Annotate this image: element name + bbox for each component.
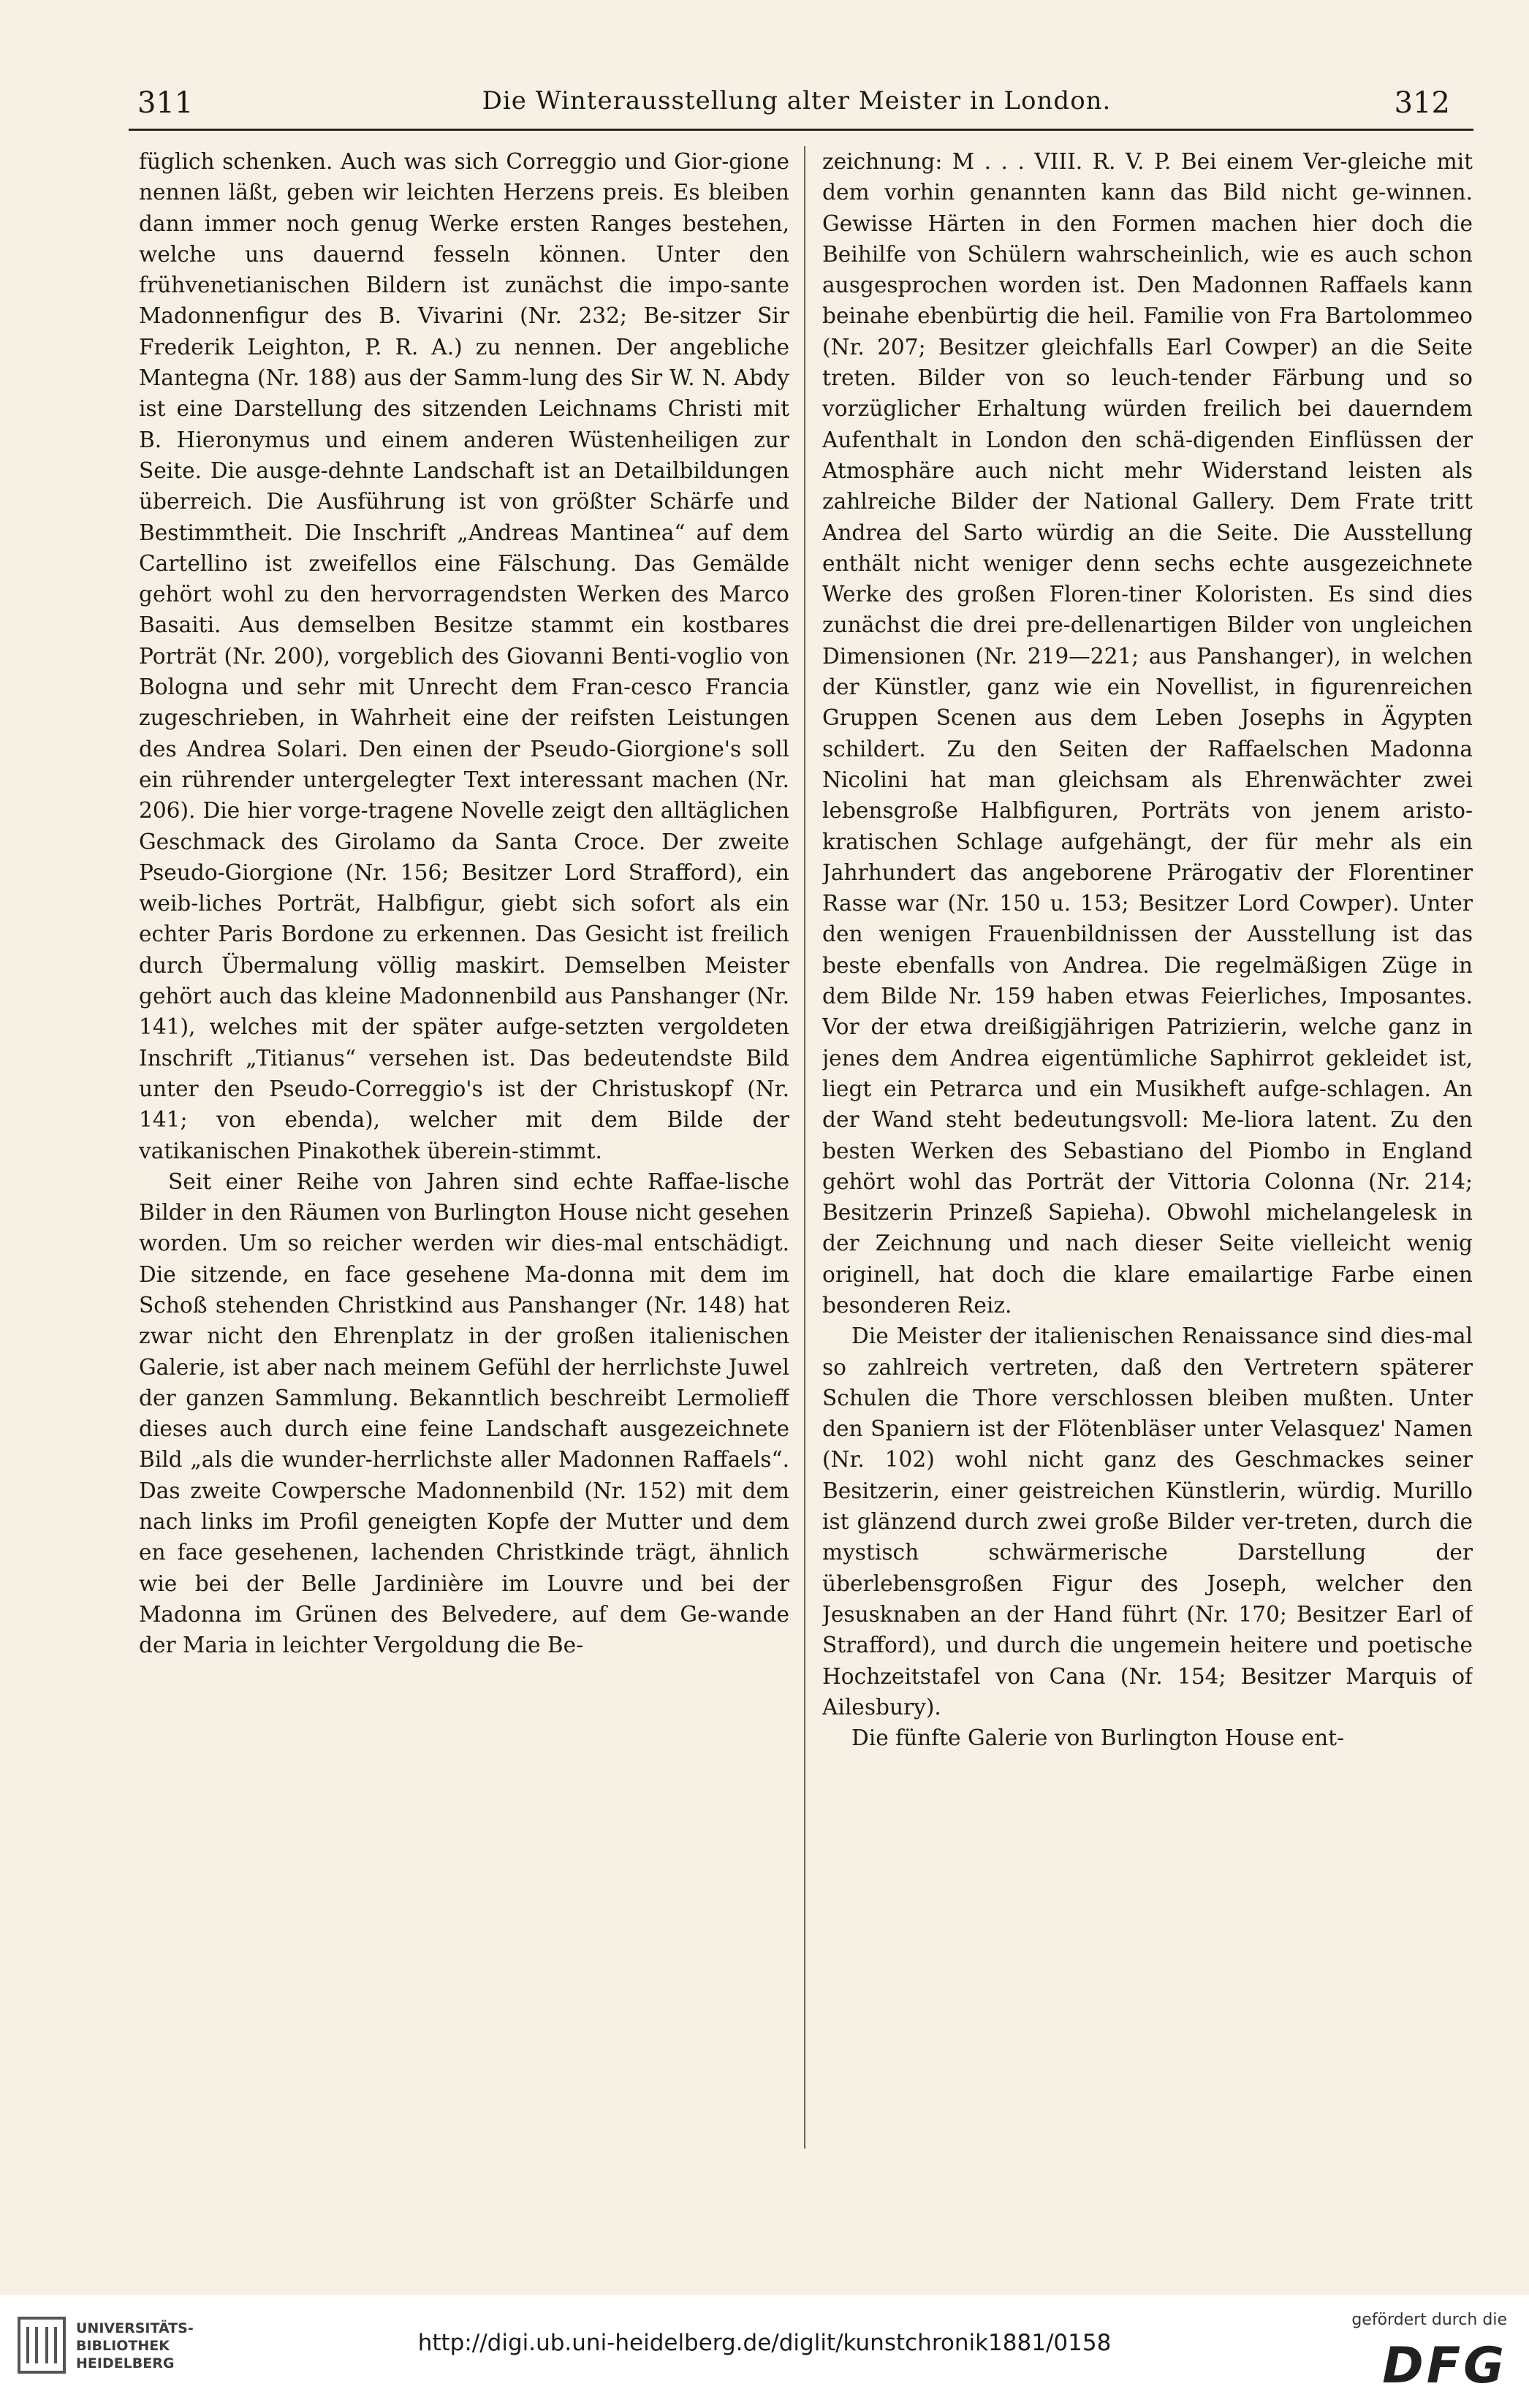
library-name-line: BIBLIOTHEK (76, 2338, 170, 2354)
library-name-line: UNIVERSITÄTS- (76, 2320, 194, 2336)
left-column (139, 146, 789, 2178)
page-number-left: 311 (137, 86, 194, 120)
header-rule (129, 129, 1473, 131)
funded-by-text: gefördert durch die (1351, 2311, 1507, 2329)
running-title: Die Winterausstellung alter Meister in London. (482, 86, 1112, 115)
column-divider (804, 146, 805, 2149)
paragraph: Die Meister der italienischen Renaissance sind dies-mal so zahlreich vertreten, daß den Vertretern späterer Schulen die Thore verschlossen bleiben mußten. Unter den Spaniern ist der Flötenbläser unter Velasquez' Namen (Nr. 102) wohl nicht ganz des Geschmackes seiner Besitzerin, einer geistreichen Künstlerin, würdig. Murillo ist glänzend durch zwei große Bilder ver-treten, durch die mystisch schwärmerische Darstellung der überlebensgroßen Figur des Joseph, welcher den Jesusknaben an der Hand führt (Nr. 170; Besitzer Earl of Strafford), und durch die ungemein heitere und poetische Hochzeitstafel von Cana (Nr. 154; Besitzer Marquis of Ailesbury). (822, 1323, 1473, 1720)
paragraph: Seit einer Reihe von Jahren sind echte Raffae-lische Bilder in den Räumen von Burlington House nicht gesehen worden. Um so reicher werden wir dies-mal entschädigt. Die sitzende, en face gesehene Ma-donna mit dem im Schoß stehenden Christkind aus Panshanger (Nr. 148) hat zwar nicht den Ehrenplatz in der großen italienischen Galerie, ist aber nach meinem Gefühl der herrlichste Juwel der ganzen Sammlung. Bekanntlich beschreibt Lermolieff dieses auch durch eine feine Landschaft ausgezeichnete Bild „als die wunder-herrlichste aller Madonnen Raffaels“. Das zweite Cowpersche Madonnenbild (Nr. 152) mit dem nach links im Profil geneigten Kopfe der Mutter und dem en face gesehenen, lachenden Christkinde trägt, ähnlich wie bei der Belle Jardinière im Louvre und bei der Madonna im Grünen des Belvedere, auf dem Ge-wande der Maria in leichter Vergoldung die Be- (139, 1169, 789, 1658)
right-column (822, 146, 1473, 2178)
paragraph: zeichnung: M . . . VIII. R. V. P. Bei einem Ver-gleiche mit dem vorhin genannten kann das Bild nicht ge-winnen. Gewisse Härten in den Formen machen hier doch die Beihilfe von Schülern wahrscheinlich, wie es auch schon ausgesprochen worden ist. Den Madonnen Raffaels kann beinahe ebenbürtig die heil. Familie von Fra Bartolommeo (Nr. 207; Besitzer gleichfalls Earl Cowper) an die Seite treten. Bilder von so leuch-tender Färbung und so vorzüglicher Erhaltung würden freilich bei dauerndem Aufenthalt in London den schä-digenden Einflüssen der Atmosphäre auch nicht mehr Widerstand leisten als zahlreiche Bilder der National Gallery. Dem Frate tritt Andrea del Sarto würdig an die Seite. Die Ausstellung enthält nicht weniger denn sechs echte ausgezeichnete Werke des großen Floren-tiner Koloristen. Es sind dies zunächst die drei pre-dellenartigen Bilder von ungleichen Dimensionen (Nr. 219—221; aus Panshanger), in welchen der Künstler, ganz wie ein Novellist, in figurenreichen Gruppen Scenen aus dem Leben Josephs in Ägypten schildert. Zu den Seiten der Raffaelschen Madonna Nicolini hat man gleichsam als Ehrenwächter zwei lebensgroße Halbfiguren, Porträts von jenem aristo-kratischen Schlage aufgehängt, der für mehr als ein Jahrhundert das angeborene Prärogativ der Florentiner Rasse war (Nr. 150 u. 153; Besitzer Lord Cowper). Unter den wenigen Frauenbildnissen der Ausstellung ist das beste ebenfalls von Andrea. Die regelmäßigen Züge in dem Bilde Nr. 159 haben etwas Feierliches, Imposantes. Vor der etwa dreißigjährigen Patrizierin, welche ganz in jenes dem Andrea eigentümliche Saphirrot gekleidet ist, liegt ein Petrarca und ein Musikheft aufge-schlagen. An der Wand steht bedeutungsvoll: Me-liora latent. Zu den besten Werken des Sebastiano del Piombo in England gehört wohl das Porträt der Vittoria Colonna (Nr. 214; Besitzerin Prinzeß Sapieha). Obwohl michelangelesk in der Zeichnung und nach dieser Seite vielleicht wenig originell, hat doch die klare emailartige Farbe einen besonderen Reiz. (822, 149, 1473, 1318)
running-header (117, 86, 1476, 130)
paragraph: füglich schenken. Auch was sich Correggio und Gior-gione nennen läßt, geben wir leichten Herzens preis. Es bleiben dann immer noch genug Werke ersten Ranges bestehen, welche uns dauernd fesseln können. Unter den frühvenetianischen Bildern ist zunächst die impo-sante Madonnenfigur des B. Vivarini (Nr. 232; Be-sitzer Sir Frederik Leighton, P. R. A.) zu nennen. Der angebliche Mantegna (Nr. 188) aus der Samm-lung des Sir W. N. Abdy ist eine Darstellung des sitzenden Leichnams Christi mit B. Hieronymus und einem anderen Wüstenheiligen zur Seite. Die ausge-dehnte Landschaft ist an Detailbildungen überreich. Die Ausführung ist von größter Schärfe und Bestimmtheit. Die Inschrift „Andreas Mantinea“ auf dem Cartellino ist zweifellos eine Fälschung. Das Gemälde gehört wohl zu den hervorragendsten Werken des Marco Basaiti. Aus demselben Besitze stammt ein kostbares Porträt (Nr. 200), vorgeblich des Giovanni Benti-voglio von Bologna und sehr mit Unrecht dem Fran-cesco Francia zugeschrieben, in Wahrheit eine der reifsten Leistungen des Andrea Solari. Den einen der Pseudo-Giorgione's soll ein rührender untergelegter Text interessant machen (Nr. 206). Die hier vorge-tragene Novelle zeigt den alltäglichen Geschmack des Girolamo da Santa Croce. Der zweite Pseudo-Giorgione (Nr. 156; Besitzer Lord Strafford), ein weib-liches Porträt, Halbfigur, giebt sich sofort als ein echter Paris Bordone zu erkennen. Das Gesicht ist freilich durch Übermalung völlig maskirt. Demselben Meister gehört auch das kleine Madonnenbild aus Panshanger (Nr. 141), welches mit der später aufge-setzten vergoldeten Inschrift „Titianus“ versehen ist. Das bedeutendste Bild unter den Pseudo-Correggio's ist der Christuskopf (Nr. 141; von ebenda), welcher mit dem Bilde der vatikanischen Pinakothek überein-stimmt. (139, 149, 789, 1163)
page-number-right: 312 (1394, 86, 1450, 120)
paragraph: Die fünfte Galerie von Burlington House ent- (851, 1725, 1345, 1751)
dfg-logo[interactable]: DFG (1382, 2337, 1507, 2395)
library-name-line: HEIDELBERG (76, 2355, 175, 2371)
source-url-link[interactable]: http://digi.ub.uni-heidelberg.de/diglit/kunstchronik1881/0158 (417, 2330, 1112, 2356)
digitization-footer (0, 2295, 1529, 2408)
